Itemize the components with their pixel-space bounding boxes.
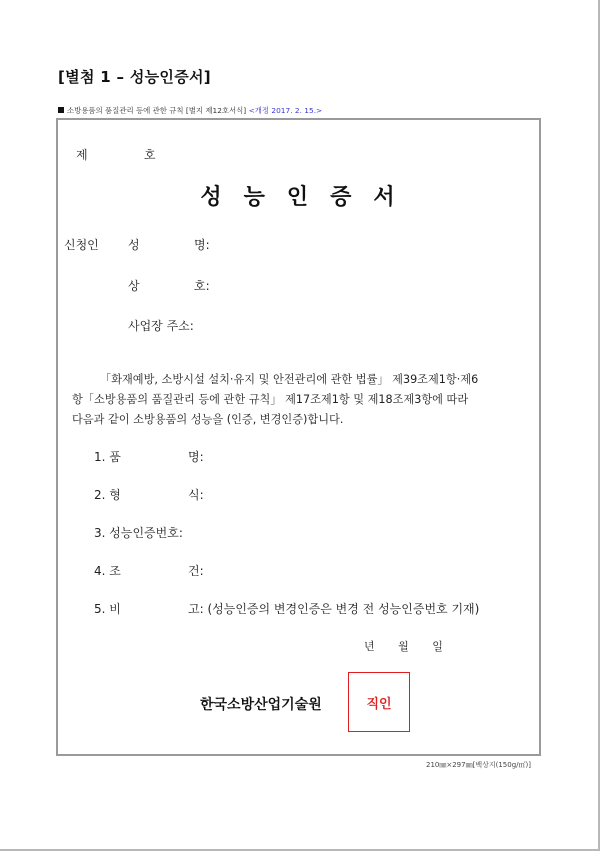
item-model-suffix: 식: (188, 488, 204, 502)
revision-note: <개정 2017. 2. 15.> (248, 106, 323, 115)
rule-caption-text: 소방용품의 품질관리 등에 관한 규칙 [별지 제12호서식] (67, 106, 247, 115)
body-line: 항「소방용품의 품질관리 등에 관한 규칙」 제17조제1항 및 제18조제3항에 따라 (72, 393, 469, 406)
doc-number-label: 제 (76, 148, 88, 162)
item-cert-number-label: 3. 성능인증번호: (94, 526, 183, 540)
name-label: 성 (128, 238, 140, 252)
official-seal-box (348, 672, 410, 732)
applicant-label: 신청인 (64, 238, 99, 252)
trade-name-label: 상 (128, 279, 140, 293)
item-product-name-suffix: 명: (188, 450, 204, 464)
rule-caption (58, 105, 322, 116)
body-line: 다음과 같이 소방용품의 성능을 (인증, 변경인증)합니다. (72, 413, 344, 426)
item-remarks-text: 고: (성능인증의 변경인증은 변경 전 성능인증번호 기재) (188, 602, 480, 616)
trade-name-label-end: 호: (194, 279, 210, 293)
body-line: 「화재예방, 소방시설 설치·유지 및 안전관리에 관한 법률」 제39조제1항·제6 (100, 373, 479, 386)
paper-spec: 210㎜×297㎜[백상지(150g/㎡)] (426, 761, 531, 769)
official-seal-text: 직인 (366, 696, 392, 712)
item-condition-suffix: 건: (188, 564, 204, 578)
item-model-label: 2. 형 (94, 488, 121, 502)
certificate-form (56, 118, 541, 756)
date-line: 년 월 일 (364, 640, 443, 653)
issuer-name: 한국소방산업기술원 (200, 697, 322, 713)
business-address-label: 사업장 주소: (128, 319, 194, 333)
square-bullet-icon (58, 107, 64, 113)
item-condition-label: 4. 조 (94, 564, 121, 578)
doc-number-suffix: 호 (144, 148, 156, 162)
attachment-title: [별첨 1 – 성능인증서] (58, 68, 211, 86)
certificate-body (72, 370, 526, 430)
item-remarks-label: 5. 비 (94, 602, 121, 616)
certificate-title: 성능인증서 (200, 185, 417, 210)
item-product-name-label: 1. 품 (94, 450, 121, 464)
name-label-end: 명: (194, 238, 210, 252)
